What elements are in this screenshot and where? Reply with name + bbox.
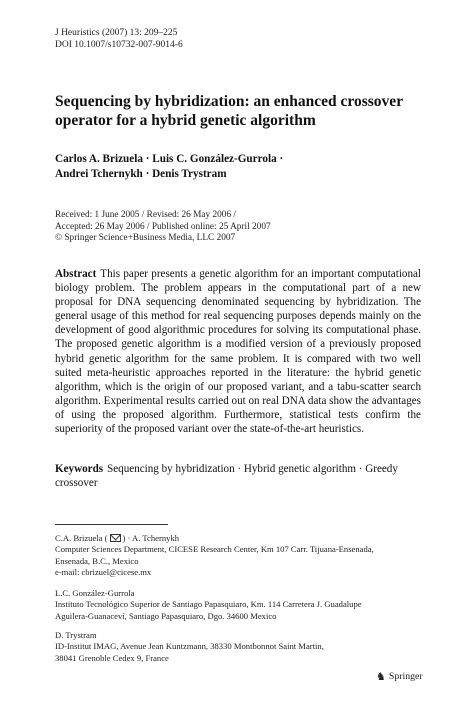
affiliation-3: [55, 630, 425, 664]
doi-line: DOI 10.1007/s10732-007-9014-6: [55, 40, 183, 50]
keywords-label: Keywords: [55, 463, 104, 475]
footnote-divider: [55, 524, 168, 525]
authors-line-1: Carlos A. Brizuela · Luis C. González-Gurrola ·: [55, 153, 284, 165]
affiliation-1-name-b: ) · A. Tchernykh: [122, 533, 180, 543]
title-line-1: Sequencing by hybridization: an enhanced crossover: [55, 93, 404, 110]
journal-header: [55, 27, 183, 51]
title-line-2: operator for a hybrid genetic algorithm: [55, 112, 316, 129]
received-revised: Received: 1 June 2005 / Revised: 26 May 2006 /: [55, 210, 237, 220]
affiliation-2-city: Aguilera-Guanaceví, Santiago Papasquiaro, Dgo. 34600 Mexico: [55, 610, 277, 621]
affiliation-3-city: 38041 Grenoble Cedex 9, France: [55, 652, 169, 663]
publisher-name: Springer: [388, 671, 423, 682]
abstract-section: [55, 267, 421, 436]
springer-horse-icon: ♞: [376, 671, 386, 683]
affiliation-3-address: ID-Institut IMAG, Avenue Jean Kuntzmann, 38330 Montbonnot Saint Martin,: [55, 641, 324, 652]
authors-line-2: Andrei Tchernykh · Denis Trystram: [55, 168, 227, 180]
affiliation-1-names: [55, 533, 425, 544]
affiliation-3-name: D. Trystram: [55, 630, 97, 640]
abstract-label: Abstract: [55, 268, 97, 280]
accepted-published: Accepted: 26 May 2006 / Published online: 25 April 2007: [55, 221, 271, 232]
affiliation-1-city: Ensenada, B.C., Mexico: [55, 555, 139, 566]
journal-citation: J Heuristics (2007) 13: 209–225: [55, 28, 178, 38]
affiliation-1: [55, 533, 425, 578]
affiliation-1-address: Computer Sciences Department, CICESE Research Center, Km 107 Carr. Tijuana-Ensenada,: [55, 544, 374, 555]
keywords-text: Sequencing by hybridization · Hybrid genetic algorithm · Greedy crossover: [55, 463, 398, 490]
publication-dates: [55, 210, 425, 245]
publisher-logo: [376, 670, 423, 683]
affiliation-2-address: Instituto Tecnológico Superior de Santiago Papasquiaro, Km. 114 Carretera J. Guadalupe: [55, 599, 362, 610]
keywords-section: [55, 462, 421, 490]
abstract-text: This paper presents a genetic algorithm for an important computational biology problem. The problem appears in the computational part of a new proposal for DNA sequencing denominated sequencing by hybridization. The general usage of this method for real sequencing purposes depends mainly on the development of good algorithmic procedures for solving its computational phase. The proposed genetic algorithm is a modified version of a previously proposed hybrid genetic algorithm for the same problem. It is compared with two well suited meta-heuristic approaches reported in the literature: the hybrid genetic algorithm, which is the origin of our proposed variant, and a tabu-scatter search algorithm. Experimental results carried out on real DNA data show the advantages of using the proposed algorithm. Furthermore, statistical tests confirm the superiority of the proposed variant over the state-of-the-art heuristics.: [55, 268, 421, 436]
affiliation-1-name-a: C.A. Brizuela (: [55, 533, 108, 543]
affiliation-1-email[interactable]: e-mail: cbrizuel@cicese.mx: [55, 566, 152, 577]
affiliation-2: [55, 588, 425, 622]
affiliation-2-name: L.C. González-Gurrola: [55, 588, 135, 598]
paper-title: [55, 92, 425, 130]
envelope-icon: [110, 534, 121, 542]
copyright: © Springer Science+Business Media, LLC 2007: [55, 233, 236, 243]
author-list: [55, 152, 425, 182]
